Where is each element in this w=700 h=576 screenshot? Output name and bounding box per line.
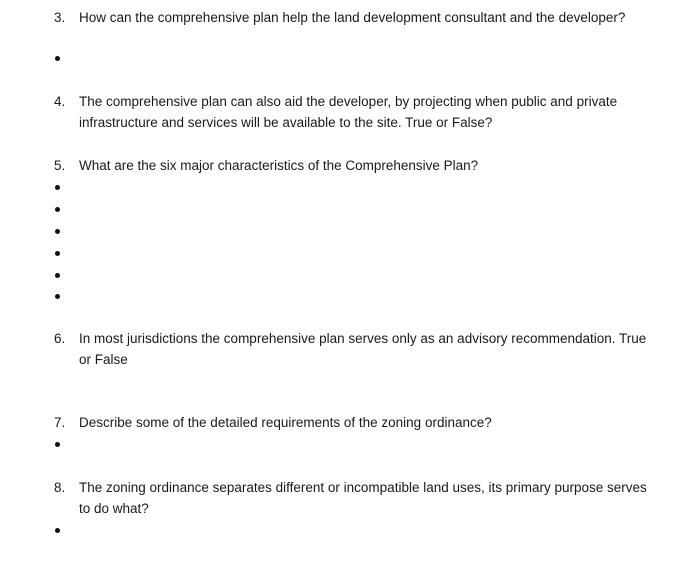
- question-5: [54, 155, 654, 176]
- answer-bullet: [55, 294, 60, 299]
- answer-bullet: [55, 185, 60, 190]
- question-text: What are the six major characteristics of the Comprehensive Plan?: [79, 158, 479, 173]
- question-8: [54, 477, 654, 519]
- question-number: 5.: [54, 158, 66, 173]
- question-number: 6.: [54, 331, 66, 346]
- question-number: 8.: [54, 480, 66, 495]
- question-text: The zoning ordinance separates different or incompatible land uses, its primary purpose serves to do what?: [79, 480, 647, 516]
- question-number: 3.: [54, 10, 66, 25]
- answer-bullet: [55, 207, 60, 212]
- question-text: The comprehensive plan can also aid the developer, by projecting when public and private infrastructure and services will be available to the site. True or False?: [79, 94, 618, 130]
- answer-bullet: [55, 56, 60, 61]
- question-4: [54, 91, 654, 133]
- question-text: In most jurisdictions the comprehensive plan serves only as an advisory recommendation. True or False: [79, 331, 647, 367]
- question-number: 7.: [54, 415, 66, 430]
- question-3: [54, 7, 654, 28]
- answer-bullet: [55, 251, 60, 256]
- answer-bullet: [55, 273, 60, 278]
- question-7: [54, 412, 654, 433]
- question-text: Describe some of the detailed requirements of the zoning ordinance?: [79, 415, 492, 430]
- question-6: [54, 328, 654, 370]
- question-number: 4.: [54, 94, 66, 109]
- question-text: How can the comprehensive plan help the land development consultant and the developer?: [79, 10, 626, 25]
- answer-bullet: [55, 528, 60, 533]
- answer-bullet: [55, 442, 60, 447]
- answer-bullet: [55, 229, 60, 234]
